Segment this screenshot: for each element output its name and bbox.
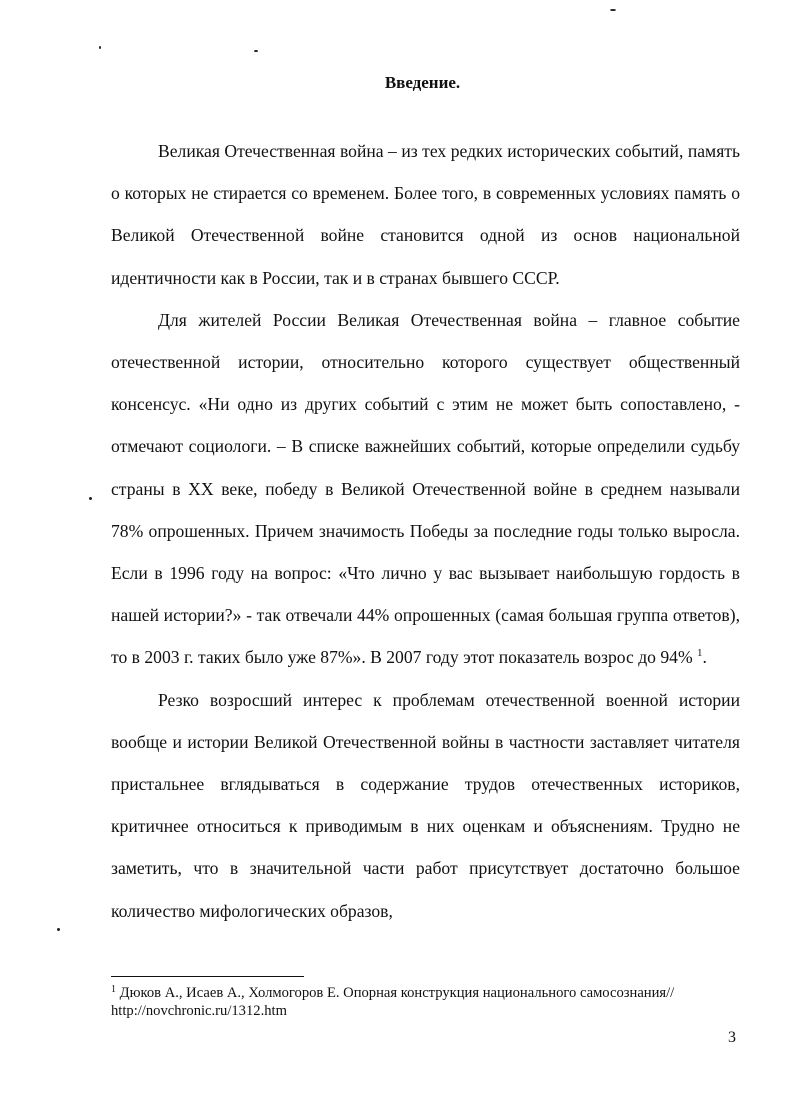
scan-speck [610, 9, 616, 11]
paragraph: Великая Отечественная война – из тех редких исторических событий, память о которых не стирается со временем. Более того, в современных условиях память о Великой Отечественной войне становится одной из основ национальной идентичности как в России, так и в странах бывшего СССР. [111, 141, 740, 288]
page-number: 3 [728, 1029, 736, 1046]
document-title: Введение. [384, 73, 461, 92]
footnote [111, 984, 751, 1020]
paragraph-text: Для жителей России Великая Отечественная война – главное событие отечественной истории, относительно которого существует общественный консенсус. «Ни одно из других событий с этим не может быть сопоставлено, - отмечают социологи. – В списке важнейших событий, которые определили судьбу страны в XX веке, победу в Великой Отечественной войне в среднем называли 78% опрошенных. Причем значимость Победы за последние годы только выросла. Если в 1996 году на вопрос: «Что лично у вас вызывает наибольшую гордость в нашей истории?» - так отвечали 44% опрошенных (самая большая группа ответов), то в 2003 г. таких было уже 87%». В 2007 году этот показатель возрос до 94% [111, 309, 740, 668]
footnote-marker: 1 [111, 984, 116, 995]
document-body [111, 130, 740, 932]
footnote-reference: 1 [697, 647, 703, 660]
scan-speck [57, 928, 60, 931]
scan-speck [99, 46, 101, 49]
scan-speck [89, 497, 92, 500]
paragraph [111, 299, 740, 679]
paragraph: Резко возросший интерес к проблемам отечественной военной истории вообще и истории Великой Отечественной войны в частности заставляет читателя пристальнее вглядываться в содержание трудов отечественных историков, критичнее относиться к приводимым в них оценкам и объяснениям. Трудно не заметить, что в значительной части работ присутствует достаточно большое количество мифологических образов, [111, 689, 740, 921]
scan-speck [254, 50, 258, 52]
footnote-divider [111, 976, 304, 977]
footnote-text: Дюков А., Исаев А., Холмогоров Е. Опорная конструкция национального самосознания// http://novchronic.ru/1312.htm [111, 985, 675, 1019]
footnote-reference-tail: . [702, 647, 707, 668]
